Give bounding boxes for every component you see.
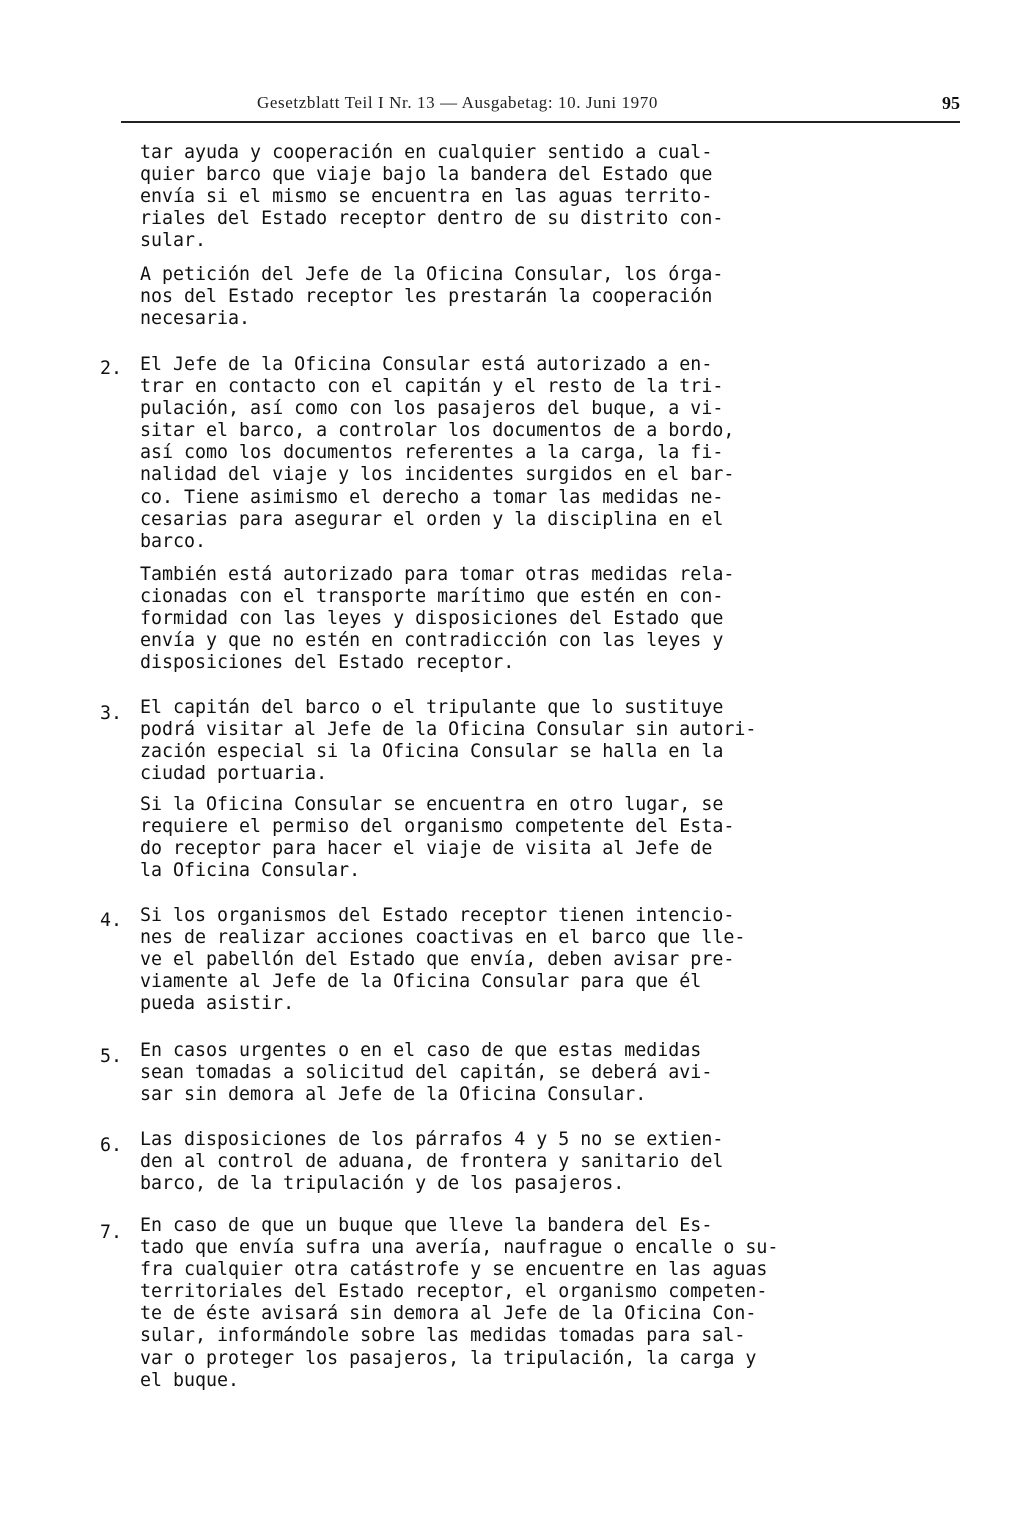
item-7-paragraph-1: En caso de que un buque que lleve la bandera del Es- tado que envía sufra una avería, naufrague o encalle o su- fra cualquier otra catástrofe y se encuentre en las aguas territoriales del Estado receptor, el organismo competen- te de éste avisará sin demora al Jefe de la Oficina Con- sular, informándole sobre las medidas tomadas para sal- var o proteger los pasajeros, la tripulación, la carga y el buque.	[140, 1215, 779, 1391]
item-6-number: 6.	[100, 1135, 123, 1156]
intro-paragraph-1: tar ayuda y cooperación en cualquier sentido a cual- quier barco que viaje bajo la bandera del Estado que envía si el mismo se encuentra en las aguas territo- riales del Estado receptor dentro de su distrito con- sular.	[140, 142, 724, 252]
item-2-paragraph-2: También está autorizado para tomar otras medidas rela- cionadas con el transporte marítimo que estén en con- formidad con las leyes y disposiciones del Estado que envía y que no estén en contradicción con las leyes y disposiciones del Estado receptor.	[140, 564, 735, 674]
item-7-number: 7.	[100, 1222, 123, 1243]
item-2-paragraph-1: El Jefe de la Oficina Consular está autorizado a en- trar en contacto con el capitán y el resto de la tri- pulación, así como con los pasajeros del buque, a vi- sitar el barco, a controlar los documentos de a bordo, así como los documentos referentes a la carga, la fi- nalidad del viaje y los incidentes surgidos en el bar- co. Tiene asimismo el derecho a tomar las medidas ne- cesarias para asegurar el orden y la disciplina en el barco.	[140, 354, 735, 552]
page-number: 95	[942, 93, 960, 113]
item-2-number: 2.	[100, 358, 123, 379]
header-title: Gesetzblatt Teil I Nr. 13 — Ausgabetag: 10. Juni 1970	[257, 93, 658, 112]
item-3-paragraph-2: Si la Oficina Consular se encuentra en otro lugar, se requiere el permiso del organismo competente del Esta- do receptor para hacer el viaje de visita al Jefe de la Oficina Consular.	[140, 794, 735, 882]
page-header	[120, 91, 960, 121]
header-divider	[121, 121, 960, 123]
item-5-paragraph-1: En casos urgentes o en el caso de que estas medidas sean tomadas a solicitud del capitán, se deberá avi- sar sin demora al Jefe de la Oficina Consular.	[140, 1040, 713, 1106]
item-4-paragraph-1: Si los organismos del Estado receptor tienen intencio- nes de realizar acciones coactivas en el barco que lle- ve el pabellón del Estado que envía, deben avisar pre- viamente al Jefe de la Oficina Consular para que él pueda asistir.	[140, 905, 746, 1015]
intro-paragraph-2: A petición del Jefe de la Oficina Consular, los órga- nos del Estado receptor les prestarán la cooperación necesaria.	[140, 264, 724, 330]
item-4-number: 4.	[100, 910, 123, 931]
item-3-number: 3.	[100, 703, 123, 724]
item-6-paragraph-1: Las disposiciones de los párrafos 4 y 5 no se extien- den al control de aduana, de frontera y sanitario del barco, de la tripulación y de los pasajeros.	[140, 1129, 724, 1195]
item-5-number: 5.	[100, 1046, 123, 1067]
item-3-paragraph-1: El capitán del barco o el tripulante que lo sustituye podrá visitar al Jefe de la Oficina Consular sin autori- zación especial si la Oficina Consular se halla en la ciudad portuaria.	[140, 697, 757, 785]
